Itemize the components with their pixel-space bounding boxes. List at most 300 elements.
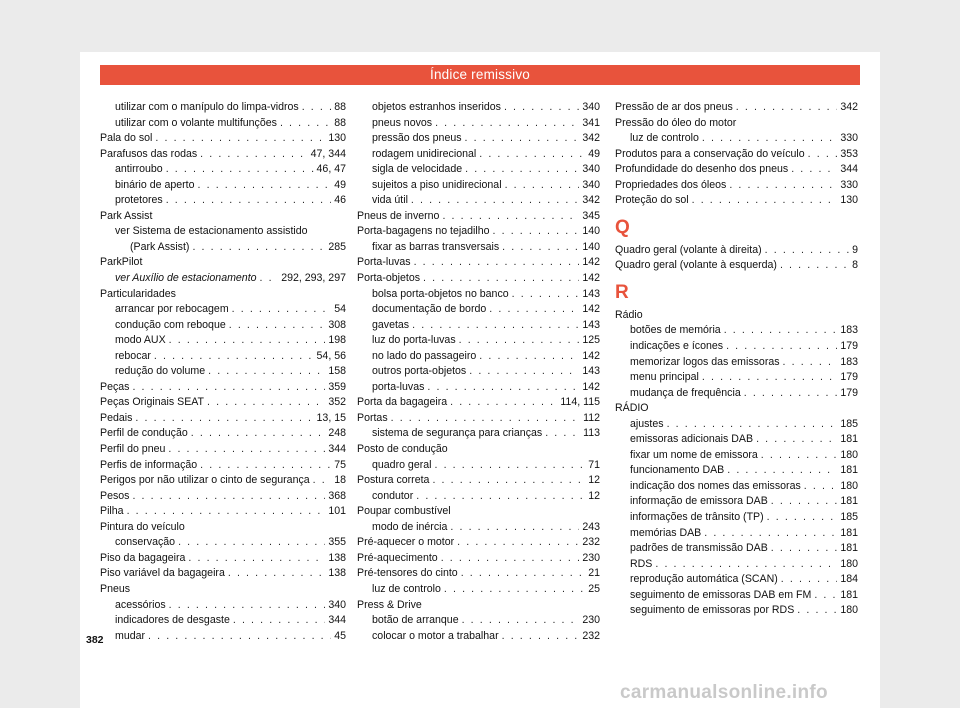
entry-text: Quadro geral (volante à esquerda) <box>615 259 777 272</box>
index-subentry <box>357 178 600 194</box>
dot-leader <box>727 463 837 479</box>
entry-page-ref[interactable]: 9 <box>852 243 858 256</box>
dot-leader <box>228 566 325 582</box>
entry-page-ref[interactable]: 54, 56 <box>316 349 346 362</box>
dot-leader <box>435 116 579 132</box>
index-column-3 <box>615 100 858 619</box>
entry-page-ref[interactable]: 341 <box>582 116 600 129</box>
entry-text: Park Assist <box>100 209 153 222</box>
index-subentry <box>615 370 858 386</box>
entry-text: Perfis de informação <box>100 458 198 471</box>
index-subentry <box>357 520 600 536</box>
entry-page-ref[interactable]: 88 <box>334 101 346 113</box>
entry-text: utilizar com o manípulo do limpa-vidros <box>115 101 299 113</box>
entry-page-ref[interactable]: 248 <box>328 427 346 440</box>
entry-page-ref[interactable]: 330 <box>840 178 858 191</box>
index-subentry <box>357 240 600 256</box>
entry-page-ref[interactable]: 138 <box>328 551 346 564</box>
dot-leader <box>132 380 325 396</box>
dot-leader <box>692 193 838 209</box>
index-subentry <box>615 448 858 464</box>
entry-text: utilizar com o volante multifunções <box>115 116 277 129</box>
entry-page-ref[interactable]: 47, 344 <box>310 147 346 160</box>
index-entry <box>100 395 346 411</box>
dot-leader <box>280 116 331 132</box>
index-entry <box>357 504 600 520</box>
entry-page-ref[interactable]: 230 <box>582 614 600 627</box>
entry-text: mudar <box>115 629 146 642</box>
index-entry <box>100 566 346 582</box>
entry-text: indicações e ícones <box>630 340 724 353</box>
dot-leader <box>493 224 580 240</box>
index-subentry <box>615 432 858 448</box>
index-column-1 <box>100 100 346 644</box>
index-entry <box>615 308 858 324</box>
index-entry <box>100 255 346 271</box>
entry-text: Pilha <box>100 505 124 518</box>
index-subentry <box>615 386 858 402</box>
entry-text: Piso variável da bagageira <box>100 567 225 580</box>
entry-text: fixar as barras transversais <box>372 240 500 253</box>
dot-leader <box>192 240 325 256</box>
dot-leader <box>427 380 579 396</box>
page-number: 382 <box>86 634 104 646</box>
page-title: Índice remissivo <box>430 67 530 82</box>
dot-leader <box>814 588 837 604</box>
entry-page-ref[interactable]: 183 <box>840 355 858 368</box>
dot-leader <box>512 287 580 303</box>
dot-leader <box>391 411 580 427</box>
entry-page-ref[interactable]: 330 <box>840 132 858 145</box>
entry-text: documentação de bordo <box>372 303 487 316</box>
dot-leader <box>188 551 325 567</box>
entry-text: Pintura do veículo <box>100 520 185 533</box>
index-subentry <box>615 557 858 573</box>
index-subentry <box>615 603 858 619</box>
entry-page-ref[interactable]: 140 <box>582 225 600 238</box>
entry-page-ref[interactable]: 359 <box>328 380 346 393</box>
entry-page-ref[interactable]: 292, 293, 297 <box>281 272 346 285</box>
entry-page-ref[interactable]: 181 <box>840 526 858 539</box>
dot-leader <box>450 395 557 411</box>
entry-page-ref[interactable]: 125 <box>582 334 600 347</box>
index-subentry <box>357 582 600 598</box>
dot-leader <box>229 318 326 334</box>
index-subentry <box>100 349 346 365</box>
entry-text: Produtos para a conservação do veículo <box>615 147 805 160</box>
dot-leader <box>411 193 579 209</box>
entry-text: condutor <box>372 489 414 502</box>
dot-leader <box>726 339 837 355</box>
dot-leader <box>729 178 837 194</box>
entry-page-ref[interactable]: 49 <box>334 178 346 191</box>
entry-page-ref[interactable]: 342 <box>582 194 600 207</box>
dot-leader <box>545 426 580 442</box>
entry-page-ref[interactable]: 179 <box>840 386 858 399</box>
entry-text: Pedais <box>100 411 133 424</box>
dot-leader <box>505 178 580 194</box>
entry-page-ref[interactable]: 130 <box>328 132 346 145</box>
dot-leader <box>469 364 579 380</box>
index-subentry <box>100 224 346 240</box>
entry-text: ver Auxílio de estacionamento <box>115 272 257 285</box>
dot-leader <box>457 535 579 551</box>
entry-page-ref[interactable]: 183 <box>840 324 858 337</box>
index-subentry <box>615 572 858 588</box>
index-entry <box>100 380 346 396</box>
index-subentry <box>357 426 600 442</box>
index-entry <box>615 100 858 116</box>
index-subentry <box>357 364 600 380</box>
dot-leader <box>198 178 332 194</box>
entry-text: Perfil de condução <box>100 427 188 440</box>
entry-page-ref[interactable]: 180 <box>840 557 858 570</box>
entry-text: seguimento de emissoras por RDS <box>630 604 795 617</box>
entry-page-ref[interactable]: 142 <box>582 380 600 393</box>
index-entry <box>615 162 858 178</box>
entry-text: Pressão do óleo do motor <box>615 116 737 129</box>
dot-leader <box>166 162 314 178</box>
dot-leader <box>127 504 326 520</box>
entry-text: Pneus de inverno <box>357 209 440 222</box>
entry-page-ref[interactable]: 140 <box>582 240 600 253</box>
dot-leader <box>702 370 837 386</box>
entry-page-ref[interactable]: 12 <box>588 474 600 487</box>
entry-page-ref[interactable]: 340 <box>582 178 600 191</box>
entry-page-ref[interactable]: 243 <box>582 520 600 533</box>
entry-text: Quadro geral (volante à direita) <box>615 243 762 256</box>
index-subentry <box>357 333 600 349</box>
dot-leader <box>489 302 579 318</box>
entry-page-ref[interactable]: 8 <box>852 259 858 272</box>
entry-text: sistema de segurança para crianças <box>372 427 543 440</box>
entry-text: botões de memória <box>630 324 721 337</box>
index-subentry <box>357 629 600 645</box>
dot-leader <box>780 258 849 274</box>
index-entry <box>615 258 858 274</box>
index-column-2 <box>357 100 600 644</box>
index-subentry <box>100 271 346 287</box>
index-subentry <box>100 162 346 178</box>
entry-page-ref[interactable]: 75 <box>334 458 346 471</box>
entry-page-ref[interactable]: 54 <box>334 303 346 316</box>
index-entry <box>615 147 858 163</box>
entry-page-ref[interactable]: 340 <box>582 101 600 113</box>
entry-page-ref[interactable]: 185 <box>840 511 858 524</box>
index-subentry <box>357 318 600 334</box>
entry-page-ref[interactable]: 181 <box>840 495 858 508</box>
entry-page-ref[interactable]: 353 <box>840 147 858 160</box>
dot-leader <box>208 364 325 380</box>
entry-page-ref[interactable]: 308 <box>328 318 346 331</box>
index-subentry <box>615 417 858 433</box>
index-subentry <box>357 489 600 505</box>
index-subentry <box>100 318 346 334</box>
entry-page-ref[interactable]: 143 <box>582 287 600 300</box>
entry-page-ref[interactable]: 230 <box>582 551 600 564</box>
entry-page-ref[interactable]: 180 <box>840 448 858 461</box>
entry-page-ref[interactable]: 180 <box>840 479 858 492</box>
entry-text: informações de trânsito (TP) <box>630 511 764 524</box>
entry-page-ref[interactable]: 143 <box>582 318 600 331</box>
entry-text: bolsa porta-objetos no banco <box>372 287 509 300</box>
dot-leader <box>178 535 325 551</box>
dot-leader <box>756 432 837 448</box>
index-subentry <box>615 463 858 479</box>
entry-page-ref[interactable]: 185 <box>840 417 858 430</box>
index-entry <box>615 116 858 132</box>
entry-page-ref[interactable]: 179 <box>840 340 858 353</box>
entry-text: memorizar logos das emissoras <box>630 355 780 368</box>
entry-text: conservação <box>115 536 176 549</box>
index-subentry <box>100 598 346 614</box>
dot-leader <box>702 131 837 147</box>
entry-page-ref[interactable]: 352 <box>328 396 346 409</box>
entry-page-ref[interactable]: 49 <box>588 147 600 160</box>
entry-text: ajustes <box>630 417 664 430</box>
index-entry <box>357 551 600 567</box>
entry-page-ref[interactable]: 285 <box>328 240 346 253</box>
dot-leader <box>736 100 838 116</box>
index-subentry <box>357 380 600 396</box>
entry-text: ParkPilot <box>100 256 143 269</box>
index-entry <box>357 473 600 489</box>
dot-leader <box>191 426 326 442</box>
entry-text: informação de emissora DAB <box>630 495 768 508</box>
dot-leader <box>432 473 585 489</box>
entry-page-ref[interactable]: 184 <box>840 573 858 586</box>
index-subentry <box>100 240 346 256</box>
entry-text: modo de inércia <box>372 520 448 533</box>
index-subentry <box>357 458 600 474</box>
entry-page-ref[interactable]: 158 <box>328 365 346 378</box>
index-subentry <box>357 349 600 365</box>
entry-text: sigla de velocidade <box>372 163 463 176</box>
entry-text: seguimento de emissoras DAB em FM <box>630 588 812 601</box>
entry-text: Postura correta <box>357 474 430 487</box>
index-entry <box>100 147 346 163</box>
entry-page-ref[interactable]: 342 <box>582 132 600 145</box>
entry-page-ref[interactable]: 142 <box>582 272 600 285</box>
entry-page-ref[interactable]: 143 <box>582 365 600 378</box>
entry-page-ref[interactable]: 46, 47 <box>316 163 346 176</box>
dot-leader <box>459 333 580 349</box>
entry-page-ref[interactable]: 71 <box>588 458 600 471</box>
entry-page-ref[interactable]: 181 <box>840 464 858 477</box>
entry-text: RDS <box>630 557 653 570</box>
index-subentry <box>357 100 600 116</box>
entry-text: Parafusos das rodas <box>100 147 198 160</box>
entry-page-ref[interactable]: 13, 15 <box>316 411 346 424</box>
index-entry <box>357 224 600 240</box>
dot-leader <box>233 613 325 629</box>
index-entry <box>100 458 346 474</box>
entry-text: Poupar combustível <box>357 505 451 518</box>
dot-leader <box>200 458 331 474</box>
entry-page-ref[interactable]: 142 <box>582 349 600 362</box>
dot-leader <box>302 100 332 116</box>
index-entry <box>100 411 346 427</box>
index-subentry <box>357 193 600 209</box>
dot-leader <box>462 613 580 629</box>
page-header <box>100 65 860 85</box>
entry-page-ref[interactable]: 12 <box>588 489 600 502</box>
entry-text: arrancar por rebocagem <box>115 303 229 316</box>
index-entry <box>100 131 346 147</box>
dot-leader <box>423 271 579 287</box>
entry-text: rebocar <box>115 349 151 362</box>
dot-leader <box>207 395 325 411</box>
index-entry <box>357 598 600 614</box>
entry-text: fixar um nome de emissora <box>630 448 758 461</box>
index-entry <box>357 395 600 411</box>
index-subentry <box>357 302 600 318</box>
index-subentry <box>615 494 858 510</box>
index-subentry <box>615 323 858 339</box>
dot-leader <box>667 417 838 433</box>
entry-text: padrões de transmissão DAB <box>630 542 768 555</box>
dot-leader <box>435 458 586 474</box>
dot-leader <box>771 494 838 510</box>
dot-leader <box>442 209 579 225</box>
dot-leader <box>260 271 279 287</box>
entry-page-ref[interactable]: 181 <box>840 433 858 446</box>
entry-text: (Park Assist) <box>130 240 190 253</box>
entry-page-ref[interactable]: 355 <box>328 536 346 549</box>
dot-leader <box>465 162 579 178</box>
index-entry <box>615 193 858 209</box>
entry-page-ref[interactable]: 344 <box>328 614 346 627</box>
entry-text: Profundidade do desenho dos pneus <box>615 163 789 176</box>
index-entry <box>100 520 346 536</box>
entry-text: Peças Originais SEAT <box>100 396 205 409</box>
dot-leader <box>232 302 332 318</box>
entry-text: indicadores de desgaste <box>115 614 230 627</box>
entry-page-ref[interactable]: 180 <box>840 604 858 617</box>
entry-text: botão de arranque <box>372 614 459 627</box>
entry-page-ref[interactable]: 232 <box>582 536 600 549</box>
entry-text: menu principal <box>630 371 699 384</box>
entry-text: Pré-tensores do cinto <box>357 567 458 580</box>
entry-page-ref[interactable]: 130 <box>840 194 858 207</box>
index-entry <box>615 401 858 417</box>
index-entry <box>100 442 346 458</box>
index-entry <box>100 582 346 598</box>
dot-leader <box>465 131 580 147</box>
entry-text: quadro geral <box>372 458 432 471</box>
entry-page-ref[interactable]: 25 <box>588 582 600 595</box>
entry-page-ref[interactable]: 340 <box>582 163 600 176</box>
entry-page-ref[interactable]: 198 <box>328 334 346 347</box>
index-entry <box>100 209 346 225</box>
index-subentry <box>615 339 858 355</box>
index-subentry <box>100 535 346 551</box>
index-entry <box>357 535 600 551</box>
entry-page-ref[interactable]: 138 <box>328 567 346 580</box>
index-entry <box>100 504 346 520</box>
entry-page-ref[interactable]: 112 <box>583 411 600 424</box>
index-entry <box>357 209 600 225</box>
entry-page-ref[interactable]: 181 <box>840 542 858 555</box>
index-subentry <box>100 333 346 349</box>
entry-page-ref[interactable]: 368 <box>328 489 346 502</box>
entry-page-ref[interactable]: 45 <box>334 629 346 642</box>
entry-text: modo AUX <box>115 334 166 347</box>
entry-page-ref[interactable]: 342 <box>840 101 858 113</box>
dot-leader <box>704 526 837 542</box>
dot-leader <box>412 318 579 334</box>
dot-leader <box>783 355 838 371</box>
entry-page-ref[interactable]: 340 <box>328 598 346 611</box>
entry-text: luz do porta-luvas <box>372 334 456 347</box>
entry-page-ref[interactable]: 18 <box>334 474 346 487</box>
index-entry <box>100 473 346 489</box>
entry-page-ref[interactable]: 142 <box>582 256 600 269</box>
entry-text: pneus novos <box>372 116 433 129</box>
index-subentry <box>357 613 600 629</box>
entry-text: Pesos <box>100 489 130 502</box>
entry-page-ref[interactable]: 181 <box>840 588 858 601</box>
entry-page-ref[interactable]: 344 <box>328 443 346 456</box>
index-subentry <box>357 162 600 178</box>
entry-text: sujeitos a piso unidirecional <box>372 178 502 191</box>
index-subentry <box>100 178 346 194</box>
dot-leader <box>808 147 838 163</box>
entry-page-ref[interactable]: 345 <box>582 209 600 222</box>
dot-leader <box>168 442 325 458</box>
entry-text: Pala do sol <box>100 132 153 145</box>
index-subentry <box>615 510 858 526</box>
index-subentry <box>357 131 600 147</box>
dot-leader <box>761 448 838 464</box>
index-subentry <box>100 613 346 629</box>
dot-leader <box>797 603 837 619</box>
index-entry <box>100 551 346 567</box>
entry-page-ref[interactable]: 114, 115 <box>560 396 600 409</box>
entry-page-ref[interactable]: 101 <box>328 505 346 518</box>
index-entry <box>357 271 600 287</box>
entry-page-ref[interactable]: 232 <box>582 629 600 642</box>
entry-text: ver Sistema de estacionamento assistido <box>115 225 308 238</box>
dot-leader <box>414 255 580 271</box>
entry-page-ref[interactable]: 142 <box>582 303 600 316</box>
entry-page-ref[interactable]: 113 <box>583 427 600 440</box>
entry-text: Pneus <box>100 582 131 595</box>
index-letter-heading: R <box>615 281 629 303</box>
entry-text: Piso da bagageira <box>100 551 186 564</box>
index-entry <box>100 426 346 442</box>
index-subentry <box>100 364 346 380</box>
index-letter-heading: Q <box>615 216 630 238</box>
dot-leader <box>441 551 580 567</box>
dot-leader <box>132 489 325 505</box>
dot-leader <box>781 572 838 588</box>
entry-page-ref[interactable]: 21 <box>588 567 600 580</box>
entry-text: rodagem unidirecional <box>372 147 477 160</box>
entry-text: indicação dos nomes das emissoras <box>630 479 801 492</box>
dot-leader <box>765 243 849 259</box>
dot-leader <box>767 510 838 526</box>
dot-leader <box>655 557 837 573</box>
dot-leader <box>502 240 579 256</box>
index-subentry <box>615 526 858 542</box>
entry-page-ref[interactable]: 46 <box>334 194 346 207</box>
entry-page-ref[interactable]: 88 <box>334 116 346 129</box>
dot-leader <box>200 147 307 163</box>
entry-page-ref[interactable]: 344 <box>840 163 858 176</box>
entry-page-ref[interactable]: 179 <box>840 371 858 384</box>
entry-text: vida útil <box>372 194 408 207</box>
